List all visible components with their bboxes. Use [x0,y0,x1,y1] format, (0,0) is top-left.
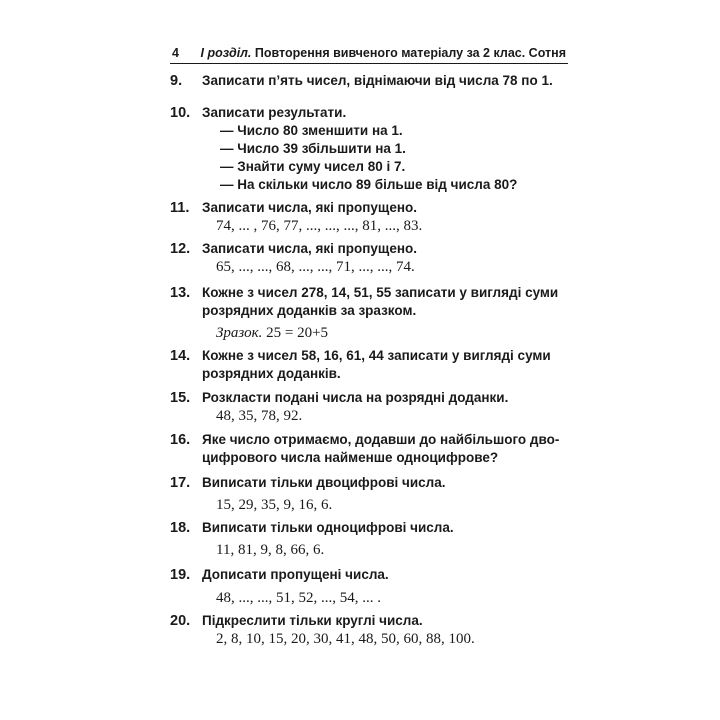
task-text: Виписати тільки двоцифрові числа. [202,475,446,490]
task-numbers: 11, 81, 9, 8, 66, 6. [216,542,325,558]
sample-formula: 25 = 20+5 [266,325,329,341]
task-text: Виписати тільки одноцифрові числа. [202,520,454,535]
task-text: Записати числа, які пропущено. [202,241,417,256]
task-number: 17. [170,475,191,491]
task-text: Кожне з чисел 58, 16, 61, 44 записати у вигляді суми [202,348,551,363]
task-subitem: — Число 80 зменшити на 1. [220,123,403,138]
section-label: I розділ. [200,46,252,60]
sample-line [202,324,582,342]
task-text: Кожне з чисел 278, 14, 51, 55 записати у вигляді суми [202,285,559,300]
task-numbers: 74, ... , 76, 77, ..., ..., ..., 81, ..., 83. [216,218,423,234]
task-text: Записати п’ять чисел, віднімаючи від числа 78 по 1. [202,73,553,88]
task-number: 19. [170,567,191,583]
sample-label: Зразок. [216,325,263,341]
task-subitem: — Знайти суму чисел 80 і 7. [220,159,406,174]
page-header [170,43,568,64]
task-text: Розкласти подані числа на розрядні доданки. [202,390,509,405]
task-text: Записати числа, які пропущено. [202,200,417,215]
task-numbers: 15, 29, 35, 9, 16, 6. [216,497,333,513]
task-numbers: 48, 35, 78, 92. [216,408,303,424]
task-numbers: 2, 8, 10, 15, 20, 30, 41, 48, 50, 60, 88, 100. [216,631,475,647]
task-number: 14. [170,348,191,364]
task-number: 11. [170,200,190,216]
task-text: Яке число отримаємо, додавши до найбільшого дво- [202,432,560,447]
task-number: 13. [170,285,191,301]
task-number: 16. [170,432,191,448]
task-number: 15. [170,390,191,406]
task-subitem: — Число 39 збільшити на 1. [220,141,406,156]
task-number: 18. [170,520,191,536]
task-text-continued: розрядних доданків за зразком. [202,303,417,318]
task-subitem: — На скільки число 89 більше від числа 80? [220,177,518,192]
page-number: 4 [172,46,179,60]
task-numbers: 48, ..., ..., 51, 52, ..., 54, ... . [216,590,381,606]
task-text: Підкреслити тільки круглі числа. [202,613,423,628]
task-number: 9. [170,73,183,89]
task-text-continued: розрядних доданків. [202,366,341,381]
task-number: 20. [170,613,191,629]
task-number: 10. [170,105,191,121]
task-number: 12. [170,241,191,257]
task-text: Дописати пропущені числа. [202,567,389,582]
task-text: Записати результати. [202,105,347,120]
section-title: Повторення вивченого матеріалу за 2 клас. Сотня [254,46,566,60]
task-numbers: 65, ..., ..., 68, ..., ..., 71, ..., ..., 74. [216,259,415,275]
running-title [201,46,566,60]
task-text-continued: цифрового числа найменше одноцифрове? [202,450,499,465]
